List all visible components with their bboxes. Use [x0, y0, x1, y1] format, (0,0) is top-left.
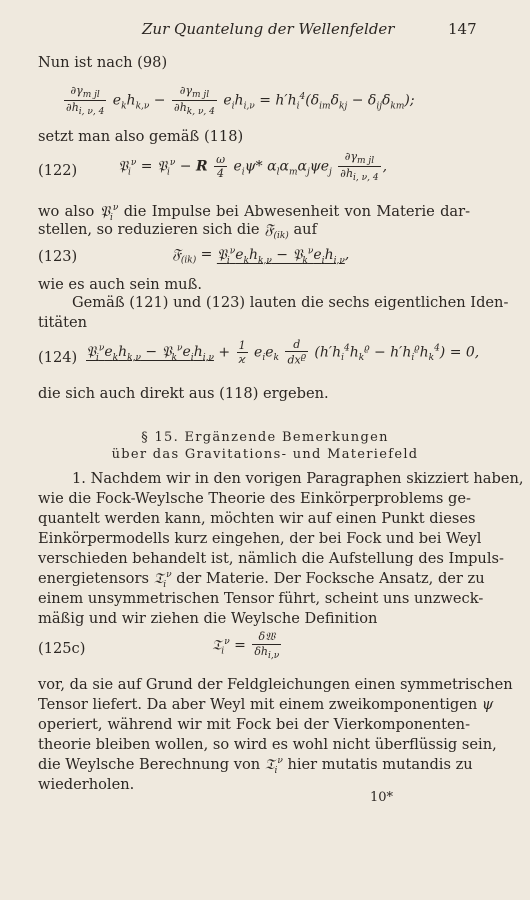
running-title: Zur Quantelung der Wellenfelder [142, 20, 395, 38]
section-subheading: über das Gravitations- und Materiefeld [111, 447, 419, 462]
text-line [38, 696, 494, 713]
text-line: wie es auch sein muß. [38, 276, 202, 293]
text-span: die Weylsche Berechnung von [38, 756, 261, 773]
text-span: energietensors [38, 570, 149, 587]
text-span: der Materie. Der Focksche Ansatz, der zu [176, 570, 485, 587]
f-symbol: 𝔉$_{(ik)}$ [264, 221, 289, 241]
text-line [38, 756, 473, 776]
text-line: operiert, während wir mit Fock bei der Vierkomponenten- [38, 716, 470, 733]
equation-number: (123) [38, 248, 78, 265]
text-line: mäßig und wir ziehen die Weylsche Definition [38, 610, 378, 627]
psi-symbol: ψ [481, 696, 494, 713]
text-span: stellen, so reduzieren sich die [38, 221, 260, 238]
tensor-symbol: 𝔗$_i^\nu$ [264, 756, 283, 776]
text-line: setzt man also gemäß (118) [38, 128, 244, 145]
page-number: 147 [448, 20, 477, 38]
text-line [38, 570, 485, 590]
text-line: quantelt werden kann, möchten wir auf einen Punkt dieses [38, 510, 476, 527]
text-line: 1. Nachdem wir in den vorigen Paragraphen skizziert haben, [72, 470, 524, 487]
equation-122: 𝔓$_i^\nu$ = 𝔓$_i^\nu$ − R $\frac{\omega}{4}$ $e_i\psi*$ $\alpha_l\alpha_m\alpha_j\psi e_j$ $\frac{\partial\gamma_{m jl}}{\partial h_{i, \nu, 4}}$ , [118, 150, 388, 184]
equation-number: (122) [38, 162, 78, 179]
text-line: theorie bleiben wollen, so wird es wohl nicht überflüssig sein, [38, 736, 497, 753]
signature-mark: 10* [370, 790, 394, 805]
text-line: Einkörpermodells kurz eingehen, der bei Fock und bei Weyl [38, 530, 482, 547]
text-line [38, 221, 470, 241]
text-span: wo also [38, 203, 95, 220]
text-line: einem unsymmetrischen Tensor führt, scheint uns unzweck- [38, 590, 484, 607]
text-span: die Impulse bei Abwesenheit von Materie dar- [123, 203, 471, 220]
impulse-symbol: 𝔓$_i^\nu$ [99, 203, 119, 223]
section-heading: § 15. Ergänzende Bemerkungen [141, 430, 389, 445]
equation-123: 𝔉$_{(ik)}$ = $𝔓_i^\nu e_kh_{k,\nu}$ − $𝔓_k^\nu e_ih_{i,\nu}$, [172, 246, 350, 266]
text-line: die sich auch direkt aus (118) ergeben. [38, 385, 329, 402]
text-line: verschieden behandelt ist, nämlich die Aufstellung des Impuls- [38, 550, 504, 567]
tensor-symbol: 𝔗$_i^\nu$ [153, 570, 172, 590]
text-line: vor, da sie auf Grund der Feldgleichungen einen symmetrischen [38, 676, 513, 693]
text-line [38, 203, 470, 223]
equation-number: (125c) [38, 640, 86, 657]
equation-124: $𝔓_i^\nu e_kh_{k,\nu}$ − $𝔓_k^\nu e_ih_{i,\nu}$ + $\frac{1}{ϰ}$ $e_ie_k$ $\frac{d}{dx^ϱ}$ $(h'h_i^4h_k^ϱ - h'h_i^ϱh_k^4) = 0$, [86, 338, 480, 367]
equation-98: $\frac{\partial\gamma_{m jl}}{\partial h_{i, \nu, 4}}$ $e_kh_{k,\nu}$ − $\frac{\partial\gamma_{m jl}}{\partial h_{k, \nu, 4}}$ $e_ih_{i,\nu} = h'h_i^4(\delta_{im}\delta_{kj} - \delta_{ij}\delta_{km})$; [66, 84, 415, 118]
equation-number: (124) [38, 349, 78, 366]
text-span: auf [293, 221, 317, 238]
text-line: Nun ist nach (98) [38, 54, 168, 71]
text-line: titäten [38, 314, 87, 331]
text-line: wie die Fock-Weylsche Theorie des Einkörperproblems ge- [38, 490, 471, 507]
text-line: wiederholen. [38, 776, 135, 793]
equation-125c: 𝔗$_i^\nu$ = $\frac{\text{δ𝔚}}{\delta h_{i,\nu}}$ [212, 630, 280, 662]
text-span: hier mutatis mutandis zu [287, 756, 473, 773]
text-line: Gemäß (121) und (123) lauten die sechs eigentlichen Iden- [72, 294, 509, 311]
text-span: Tensor liefert. Da aber Weyl mit einem zweikomponentigen [38, 696, 478, 713]
